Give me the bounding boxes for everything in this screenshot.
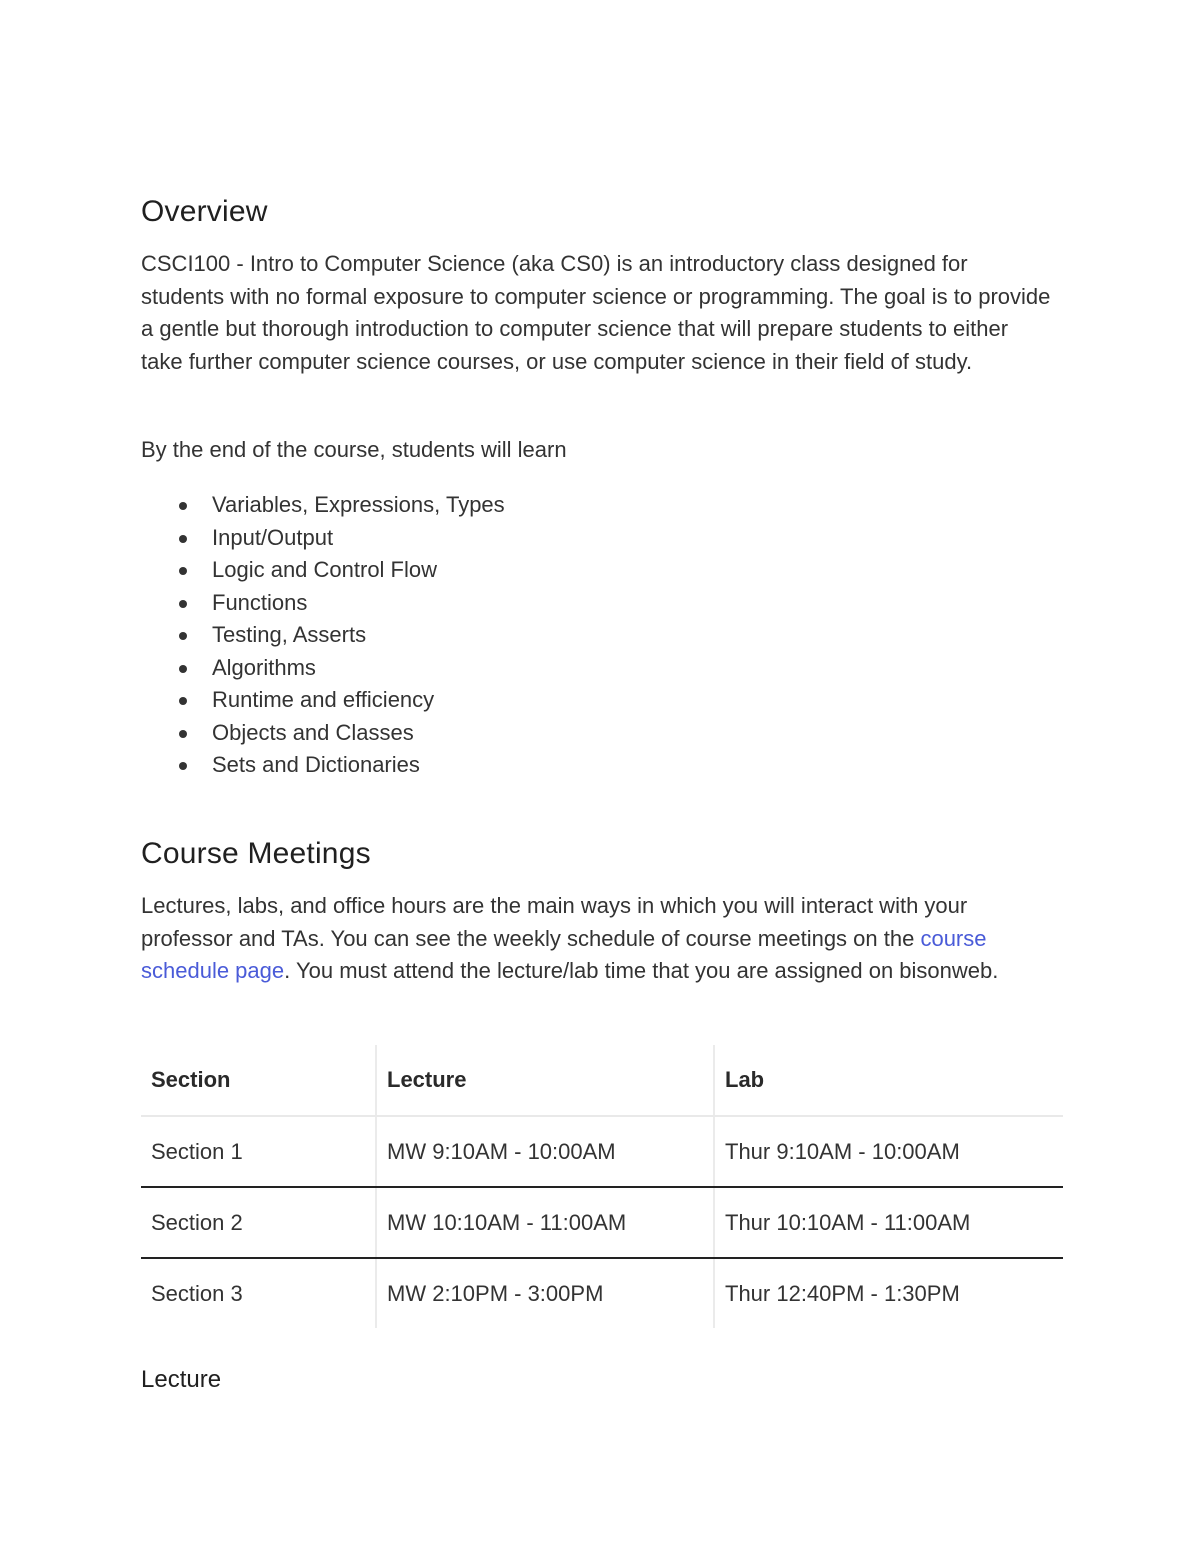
bullet-icon [179,502,187,510]
section-cell: Section 1 [151,1138,243,1164]
table-row [141,1117,1063,1188]
list-item [141,587,505,620]
bullet-icon [179,567,187,575]
bullet-icon [179,632,187,640]
meetings-text-before-link: Lectures, labs, and office hours are the main ways in which you will interact with your professor and TAs. You can see the weekly schedule of course meetings on the [141,893,968,951]
lecture-time-cell: MW 2:10PM - 3:00PM [375,1259,713,1328]
table-row [141,1259,1063,1328]
topic-label: Algorithms [212,654,316,680]
list-item [141,619,505,652]
list-item [141,554,505,587]
column-header-lab: Lab [713,1045,1063,1115]
course-schedule-link[interactable]: course schedule page [141,925,987,983]
lecture-time-cell: MW 9:10AM - 10:00AM [375,1117,713,1186]
bullet-icon [179,697,187,705]
list-item [141,489,505,522]
bullet-icon [179,535,187,543]
lab-time-cell: Thur 12:40PM - 1:30PM [713,1259,1063,1328]
meetings-text-after-link: . You must attend the lecture/lab time that you are assigned on bisonweb. [284,958,999,983]
list-item [141,684,505,717]
bullet-icon [179,730,187,738]
topics-list [141,489,505,782]
learning-intro-text: By the end of the course, students will learn [141,437,567,462]
column-header-section: Section [151,1067,231,1092]
course-meetings-heading: Course Meetings [141,837,371,870]
list-item [141,749,505,782]
topic-label: Sets and Dictionaries [212,752,420,777]
column-header-lecture: Lecture [375,1045,713,1115]
lab-time-cell: Thur 9:10AM - 10:00AM [713,1117,1063,1186]
overview-heading: Overview [141,195,268,228]
list-item [141,652,505,685]
lecture-subheading: Lecture [141,1366,222,1393]
topic-label: Input/Output [212,524,334,550]
bullet-icon [179,762,187,770]
course-meetings-paragraph [141,890,1056,988]
table-header-row [141,1045,1063,1117]
lecture-time-cell: MW 10:10AM - 11:00AM [375,1188,713,1257]
list-item [141,522,505,555]
section-cell: Section 3 [151,1280,243,1306]
topic-label: Testing, Asserts [212,622,367,647]
section-cell: Section 2 [151,1209,243,1235]
bullet-icon [179,600,187,608]
topic-label: Functions [212,589,308,615]
topic-label: Runtime and efficiency [212,687,435,712]
topic-label: Logic and Control Flow [212,557,438,582]
lab-time-cell: Thur 10:10AM - 11:00AM [713,1188,1063,1257]
topic-label: Objects and Classes [212,719,414,745]
schedule-table [141,1045,1063,1328]
overview-paragraph: CSCI100 - Intro to Computer Science (aka CS0) is an introductory class designed for students with no formal exposure to computer science or programming. The goal is to provide a gentle but thorough introduction to computer science that will prepare students to either take further computer science courses, or use computer science in their field of study. [141,251,1051,374]
table-row [141,1188,1063,1259]
list-item [141,717,505,750]
bullet-icon [179,665,187,673]
topic-label: Variables, Expressions, Types [212,492,505,517]
